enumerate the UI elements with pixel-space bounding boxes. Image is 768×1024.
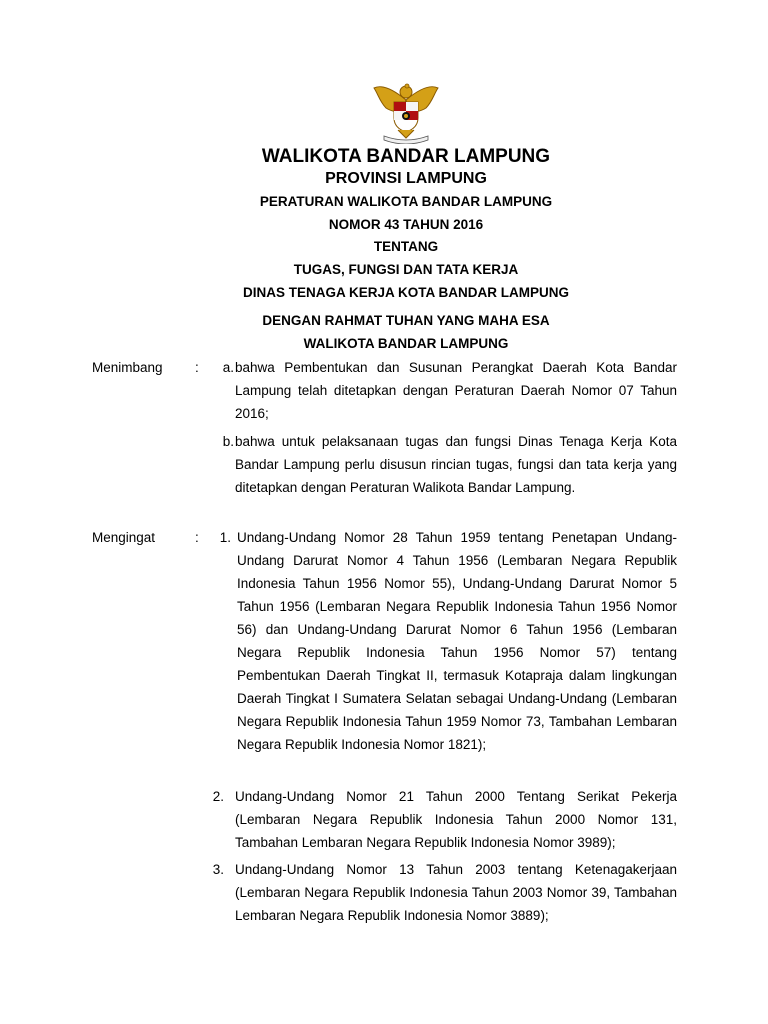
mengingat-item-2: Undang-Undang Nomor 21 Tahun 2000 Tentang Serikat Pekerja (Lembaran Negara Republik Indonesia Tahun 2000 Nomor 131, Tambahan Lembaran Negara Republik Indonesia Nomor 3989);	[235, 789, 677, 850]
menimbang-item-b: bahwa untuk pelaksanaan tugas dan fungsi Dinas Tenaga Kerja Kota Bandar Lampung perlu disusun rincian tugas, fungsi dan tata kerja yang ditetapkan dengan Peraturan Walikota Bandar Lampung.	[235, 434, 677, 495]
menimbang-colon: :	[195, 360, 199, 375]
garuda-emblem	[364, 80, 448, 144]
regulation-title: PERATURAN WALIKOTA BANDAR LAMPUNG	[259, 194, 553, 209]
menimbang-marker-a: a.	[222, 360, 234, 375]
mengingat-marker-2: 2.	[212, 789, 224, 804]
issuer-line: WALIKOTA BANDAR LAMPUNG	[303, 336, 509, 351]
menimbang-item-a: bahwa Pembentukan dan Susunan Perangkat Daerah Kota Bandar Lampung telah ditetapkan dengan Peraturan Daerah Nomor 07 Tahun 2016;	[235, 360, 677, 421]
mengingat-marker-3: 3.	[212, 862, 224, 877]
mengingat-item-3: Undang-Undang Nomor 13 Tahun 2003 tentang Ketenagakerjaan (Lembaran Negara Republik Indonesia Tahun 2003 Nomor 39, Tambahan Lembaran Negara Republik Indonesia Nomor 3889);	[235, 862, 677, 923]
menimbang-label: Menimbang	[92, 360, 163, 375]
mengingat-item-1: Undang-Undang Nomor 28 Tahun 1959 tentang Penetapan Undang-Undang Darurat Nomor 4 Tahun 1956 (Lembaran Negara Republik Indonesia Tahun 1956 Nomor 55), Undang-Undang Darurat Nomor 5 Tahun 1956 (Lembaran Negara Republik Indonesia Tahun 1956 Nomor 56) dan Undang-Undang Darurat Nomor 6 Tahun 1956 (Lembaran Negara Republik Indonesia Tahun 1956 Nomor 57) tentang Pembentukan Daerah Tingkat II, termasuk Kotapraja dalam lingkungan Daerah Tingkat I Sumatera Selatan sebagai Undang-Undang (Lembaran Negara Republik Indonesia Tahun 1959 Nomor 73, Tambahan Lembaran Negara Republik Indonesia Nomor 1821);	[237, 530, 677, 752]
about-label: TENTANG	[373, 239, 439, 254]
province-title: PROVINSI LAMPUNG	[325, 170, 487, 187]
subject-line-2: DINAS TENAGA KERJA KOTA BANDAR LAMPUNG	[243, 285, 569, 300]
regulation-number: NOMOR 43 TAHUN 2016	[328, 217, 484, 232]
menimbang-marker-b: b.	[222, 434, 234, 449]
mengingat-marker-1: 1.	[219, 530, 231, 545]
blessing-line: DENGAN RAHMAT TUHAN YANG MAHA ESA	[262, 313, 550, 328]
mengingat-colon: :	[195, 530, 199, 545]
mengingat-label: Mengingat	[92, 530, 156, 545]
document-title: WALIKOTA BANDAR LAMPUNG	[261, 146, 551, 167]
subject-line-1: TUGAS, FUNGSI DAN TATA KERJA	[293, 262, 519, 277]
